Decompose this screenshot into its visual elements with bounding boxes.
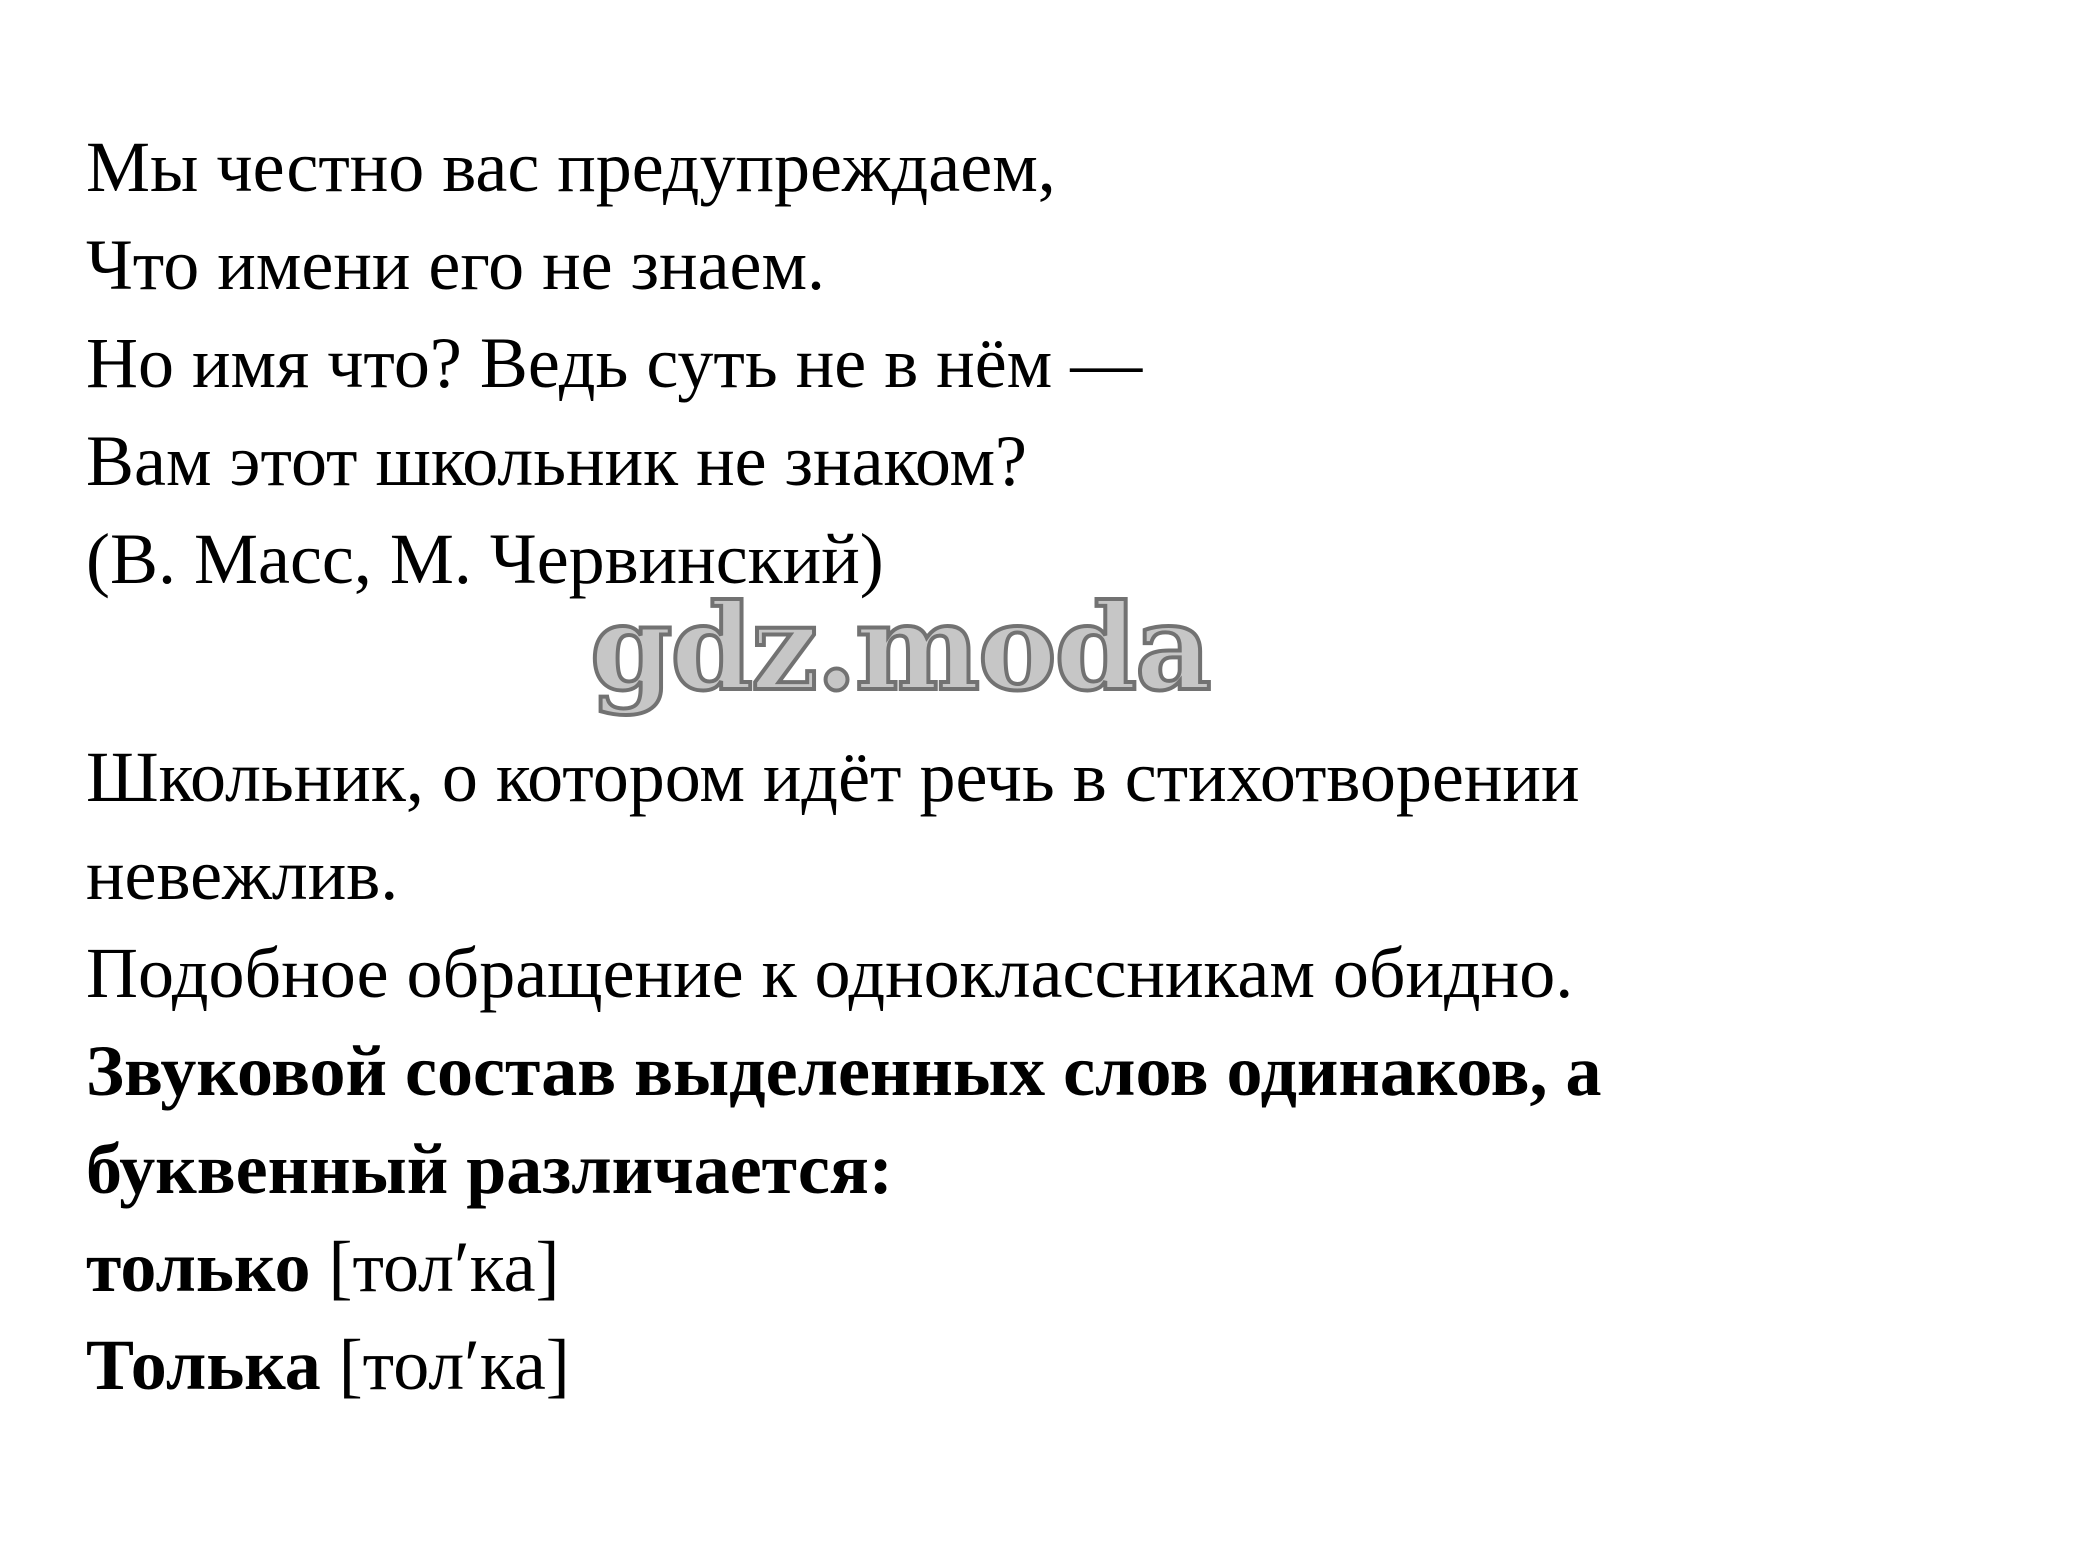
answer-line-2: невежлив. xyxy=(86,835,399,915)
answer-line-3: Подобное обращение к одноклассникам обидно. xyxy=(86,933,1574,1013)
word-example-1-word: только xyxy=(86,1227,311,1307)
answer-bold-line-1: Звуковой состав выделенных слов одинаков, а xyxy=(86,1031,1602,1111)
poem-line-1: Мы честно вас предупреждаем, xyxy=(86,127,1056,207)
document-text xyxy=(86,118,2046,1414)
watermark-logo: gdz.moda xyxy=(590,578,1210,717)
poem-line-4: Вам этот школьник не знаком? xyxy=(86,421,1027,501)
answer-line-1: Школьник, о котором идёт речь в стихотворении xyxy=(86,737,1580,817)
word-example-1 xyxy=(86,1218,2046,1316)
poem-line-2: Что имени его не знаем. xyxy=(86,225,826,305)
answer-bold-line-2: буквенный различается: xyxy=(86,1129,893,1209)
poem-author: (В. Масс, М. Червинский) xyxy=(86,519,884,599)
word-example-2 xyxy=(86,1316,2046,1414)
word-example-2-word: Толька xyxy=(86,1325,321,1405)
word-example-1-transcription: [тол′ка] xyxy=(328,1227,560,1307)
word-example-2-transcription: [тол′ка] xyxy=(338,1325,570,1405)
poem-line-3: Но имя что? Ведь суть не в нём — xyxy=(86,323,1143,403)
